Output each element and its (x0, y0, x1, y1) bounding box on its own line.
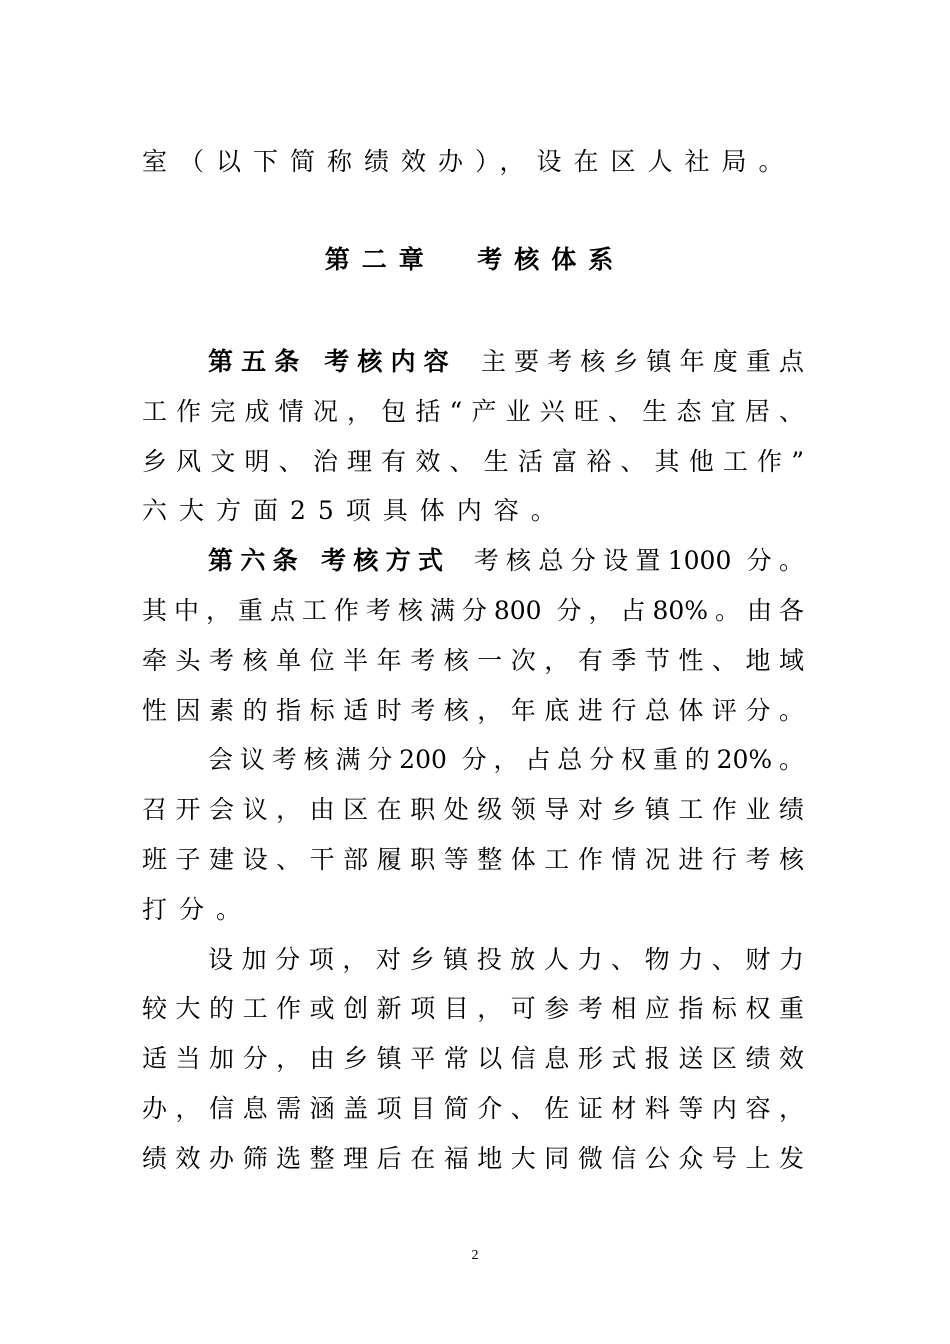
bonus-line4: 办，信息需涵盖项目简介、佐证材料等内容， (142, 1094, 804, 1123)
article6-line3: 牵头考核单位半年考核一次，有季节性、地域 (142, 646, 804, 675)
article5-line2: 工作完成情况，包括“产业兴旺、生态宜居、 (142, 397, 804, 426)
article6-label: 第六条 考核方式 (208, 546, 451, 575)
meeting-line4: 打分。 (142, 895, 254, 924)
bonus-line5: 绩效办筛选整理后在福地大同微信公众号上发 (142, 1144, 804, 1173)
article6-line4: 性因素的指标适时考核，年底进行总体评分。 (142, 696, 804, 725)
page-number: 2 (471, 1248, 479, 1263)
article6-line2: 其中，重点工作考核满分800 分，占80%。由各 (142, 596, 804, 625)
meeting-line3: 班子建设、干部履职等整体工作情况进行考核 (142, 845, 804, 874)
article6-line1-text: 考核总分设置1000 分。 (466, 546, 804, 575)
meeting-line1: 会议考核满分200 分，占总分权重的20%。 (208, 745, 804, 774)
article6-line1 (208, 543, 804, 579)
bonus-line2: 较大的工作或创新项目，可参考相应指标权重 (142, 994, 804, 1023)
bonus-line1: 设加分项，对乡镇投放人力、物力、财力 (208, 945, 804, 974)
article5-line4: 六大方面25项具体内容。 (142, 496, 568, 525)
bonus-line3: 适当加分，由乡镇平常以信息形式报送区绩效 (142, 1044, 804, 1073)
meeting-line2: 召开会议，由区在职处级领导对乡镇工作业绩 (142, 795, 804, 824)
article5-line1-text: 主要考核乡镇年度重点 (472, 347, 804, 376)
article5-line3: 乡风文明、治理有效、生活富裕、其他工作” (142, 447, 804, 476)
chapter-heading: 第二章 考核体系 (324, 245, 626, 274)
article5-line1 (208, 344, 804, 380)
paragraph-line: 室（以下简称绩效办），设在区人社局。 (142, 147, 796, 176)
article5-label: 第五条 考核内容 (208, 347, 457, 376)
